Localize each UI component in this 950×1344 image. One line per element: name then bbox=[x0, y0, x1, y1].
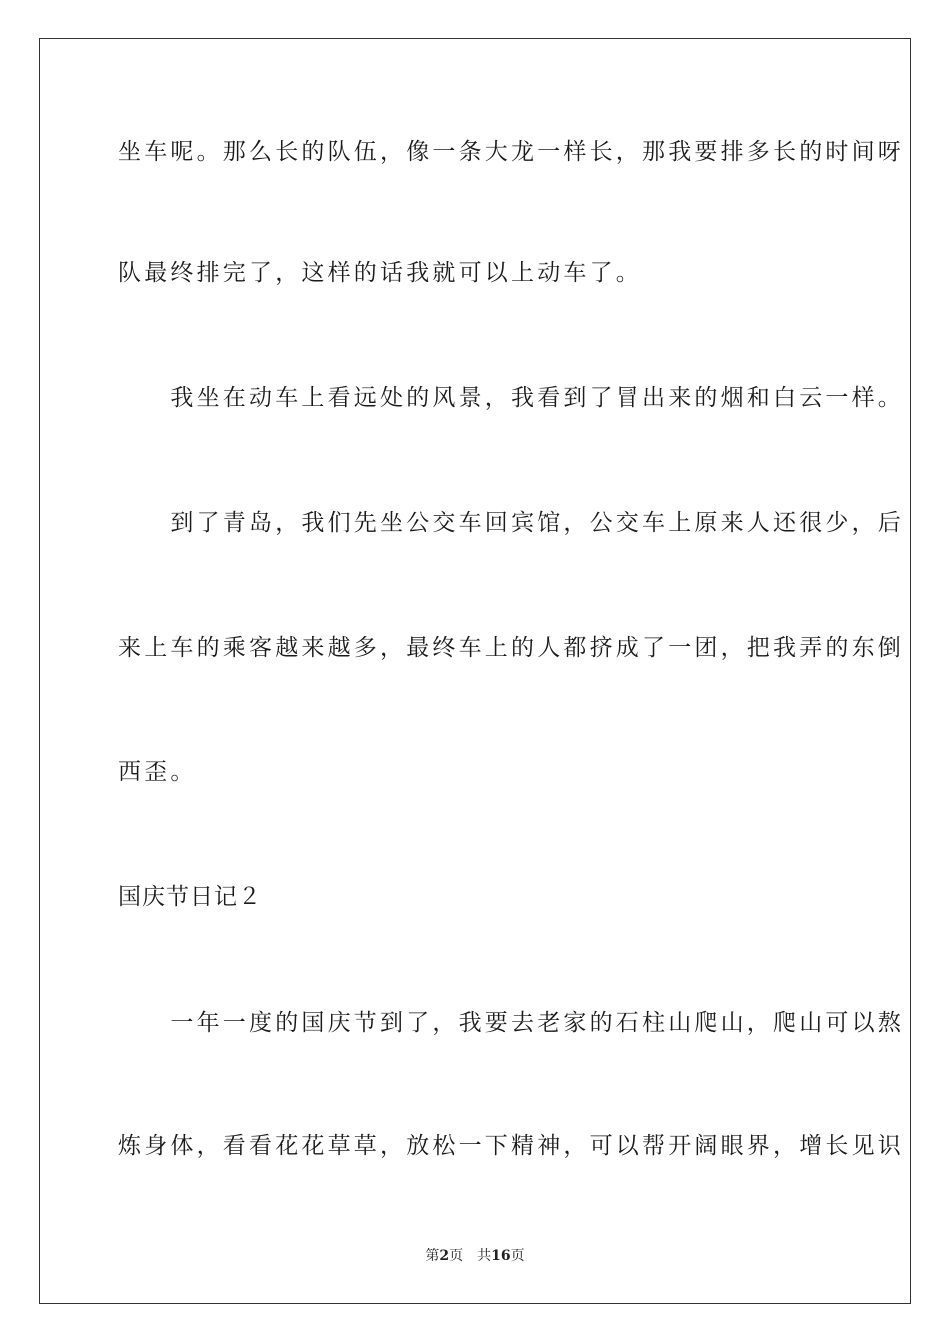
total-suffix: 页 bbox=[510, 1248, 525, 1264]
text-line-4: 到了青岛，我们先坐公交车回宾馆，公交车上原来人还很少，后 bbox=[118, 510, 904, 536]
text-line-2: 队最终排完了，这样的话我就可以上动车了。 bbox=[118, 260, 642, 286]
page-prefix: 第 bbox=[425, 1248, 440, 1264]
text-line-3: 我坐在动车上看远处的风景，我看到了冒出来的烟和白云一样。 bbox=[118, 385, 904, 411]
text-line-5: 来上车的乘客越来越多，最终车上的人都挤成了一团，把我弄的东倒 bbox=[118, 635, 904, 661]
text-line-8: 一年一度的国庆节到了，我要去老家的石柱山爬山，爬山可以熬 bbox=[118, 1010, 904, 1036]
text-line-1: 坐车呢。那么长的队伍，像一条大龙一样长，那我要排多长的时间呀 bbox=[118, 139, 904, 165]
page-border bbox=[39, 38, 911, 1304]
text-line-9: 炼身体，看看花花草草，放松一下精神，可以帮开阔眼界，增长见识 bbox=[118, 1133, 904, 1159]
page-suffix: 页 bbox=[449, 1248, 464, 1264]
total-prefix: 共 bbox=[477, 1248, 492, 1264]
page-number: 2 bbox=[439, 1248, 450, 1264]
text-line-6: 西歪。 bbox=[118, 759, 197, 785]
section-heading: 国庆节日记２ bbox=[118, 884, 262, 910]
page-footer bbox=[0, 1247, 950, 1265]
total-pages: 16 bbox=[491, 1248, 511, 1264]
